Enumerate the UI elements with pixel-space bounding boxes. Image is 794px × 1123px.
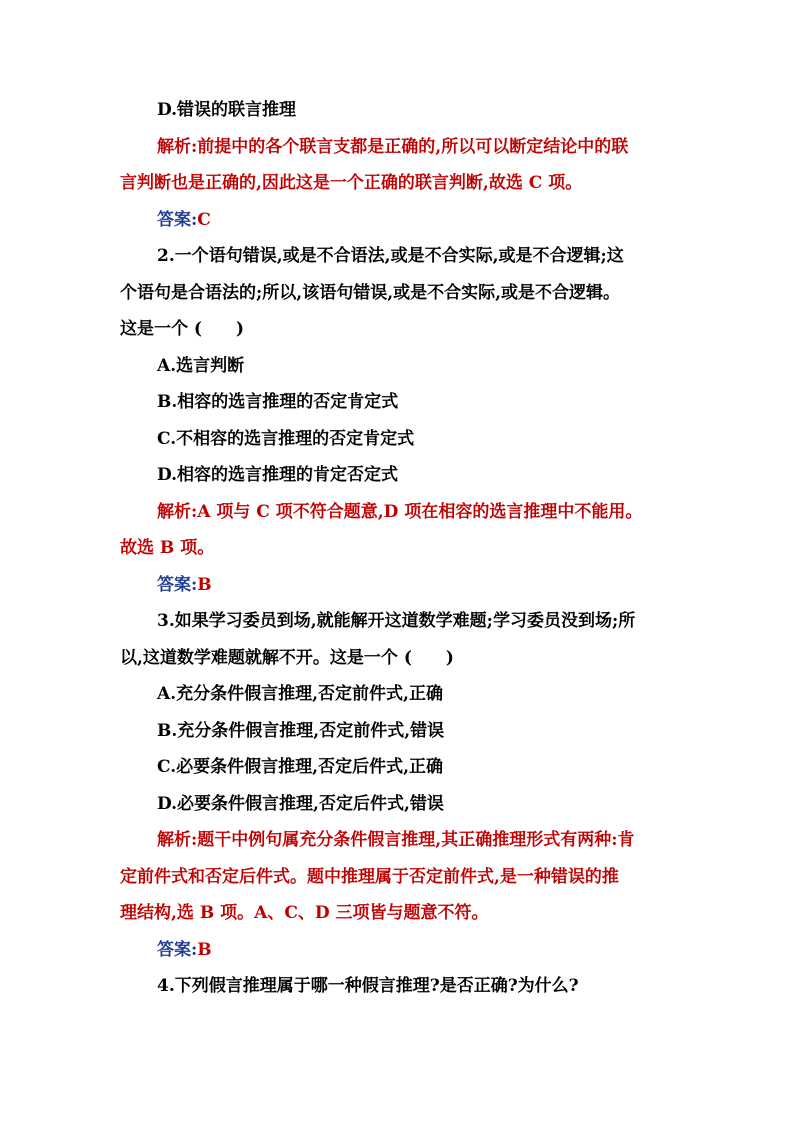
q3-analysis-line3: 理结构,选 B 项。A、C、D 三项皆与题意不符。 <box>120 903 489 923</box>
analysis-label: 解析: <box>157 830 198 850</box>
q3-answer <box>120 932 680 969</box>
answer-value: C <box>197 209 211 230</box>
q2-option-d: D.相容的选言推理的肯定否定式 <box>157 465 399 485</box>
analysis-text: 题干中例句属充分条件假言推理,其正确推理形式有两种:肯 <box>197 830 635 850</box>
analysis-text: A 项与 C 项不符合题意,D 项在相容的选言推理中不能用。 <box>197 501 643 522</box>
q2-stem-line1: 2.一个语句错误,或是不合语法,或是不合实际,或是不合逻辑;这 <box>157 246 624 266</box>
q2-option-c: C.不相容的选言推理的否定肯定式 <box>157 428 415 449</box>
q3-stem-line2: 以,这道数学难题就解不开。这是一个 ( ) <box>120 647 454 668</box>
q3-option-d: D.必要条件假言推理,否定后件式,错误 <box>157 793 444 814</box>
analysis-label: 解析: <box>157 501 198 522</box>
q1-answer <box>120 202 680 239</box>
q2-stem-line3: 这是一个 ( ) <box>120 319 245 339</box>
answer-label: 答案: <box>157 209 198 230</box>
q2-stem-line2: 个语句是合语法的;所以,该语句错误,或是不合实际,或是不合逻辑。 <box>120 282 621 303</box>
q1-analysis-line1 <box>120 129 680 166</box>
q3-option-c: C.必要条件假言推理,否定后件式,正确 <box>157 757 443 777</box>
q3-option-b: B.充分条件假言推理,否定前件式,错误 <box>157 720 445 741</box>
q2-analysis-line2: 故选 B 项。 <box>120 538 215 558</box>
answer-value: B <box>197 939 212 960</box>
q1-analysis-line2: 言判断也是正确的,因此这是一个正确的联言判断,故选 C 项。 <box>120 173 583 193</box>
q3-analysis-line2: 定前件式和否定后件式。题中推理属于否定前件式,是一种错误的推 <box>120 866 619 887</box>
q2-option-b: B.相容的选言推理的否定肯定式 <box>157 392 399 412</box>
q2-analysis-line1 <box>120 494 680 531</box>
answer-value: B <box>197 574 212 595</box>
analysis-label: 解析: <box>157 136 198 157</box>
q2-answer <box>120 567 680 604</box>
q1-option-d: D.错误的联言推理 <box>157 100 297 120</box>
q3-option-a: A.充分条件假言推理,否定前件式,正确 <box>157 684 443 704</box>
q4-stem-line1: 4.下列假言推理属于哪一种假言推理?是否正确?为什么? <box>157 976 579 996</box>
worksheet-page <box>120 92 680 1005</box>
analysis-text: 前提中的各个联言支都是正确的,所以可以断定结论中的联 <box>197 136 629 157</box>
answer-label: 答案: <box>157 574 198 595</box>
q3-stem-line1: 3.如果学习委员到场,就能解开这道数学难题;学习委员没到场;所 <box>157 611 636 631</box>
answer-label: 答案: <box>157 939 198 960</box>
q3-analysis-line1 <box>120 822 680 859</box>
q2-option-a: A.选言判断 <box>157 355 245 376</box>
